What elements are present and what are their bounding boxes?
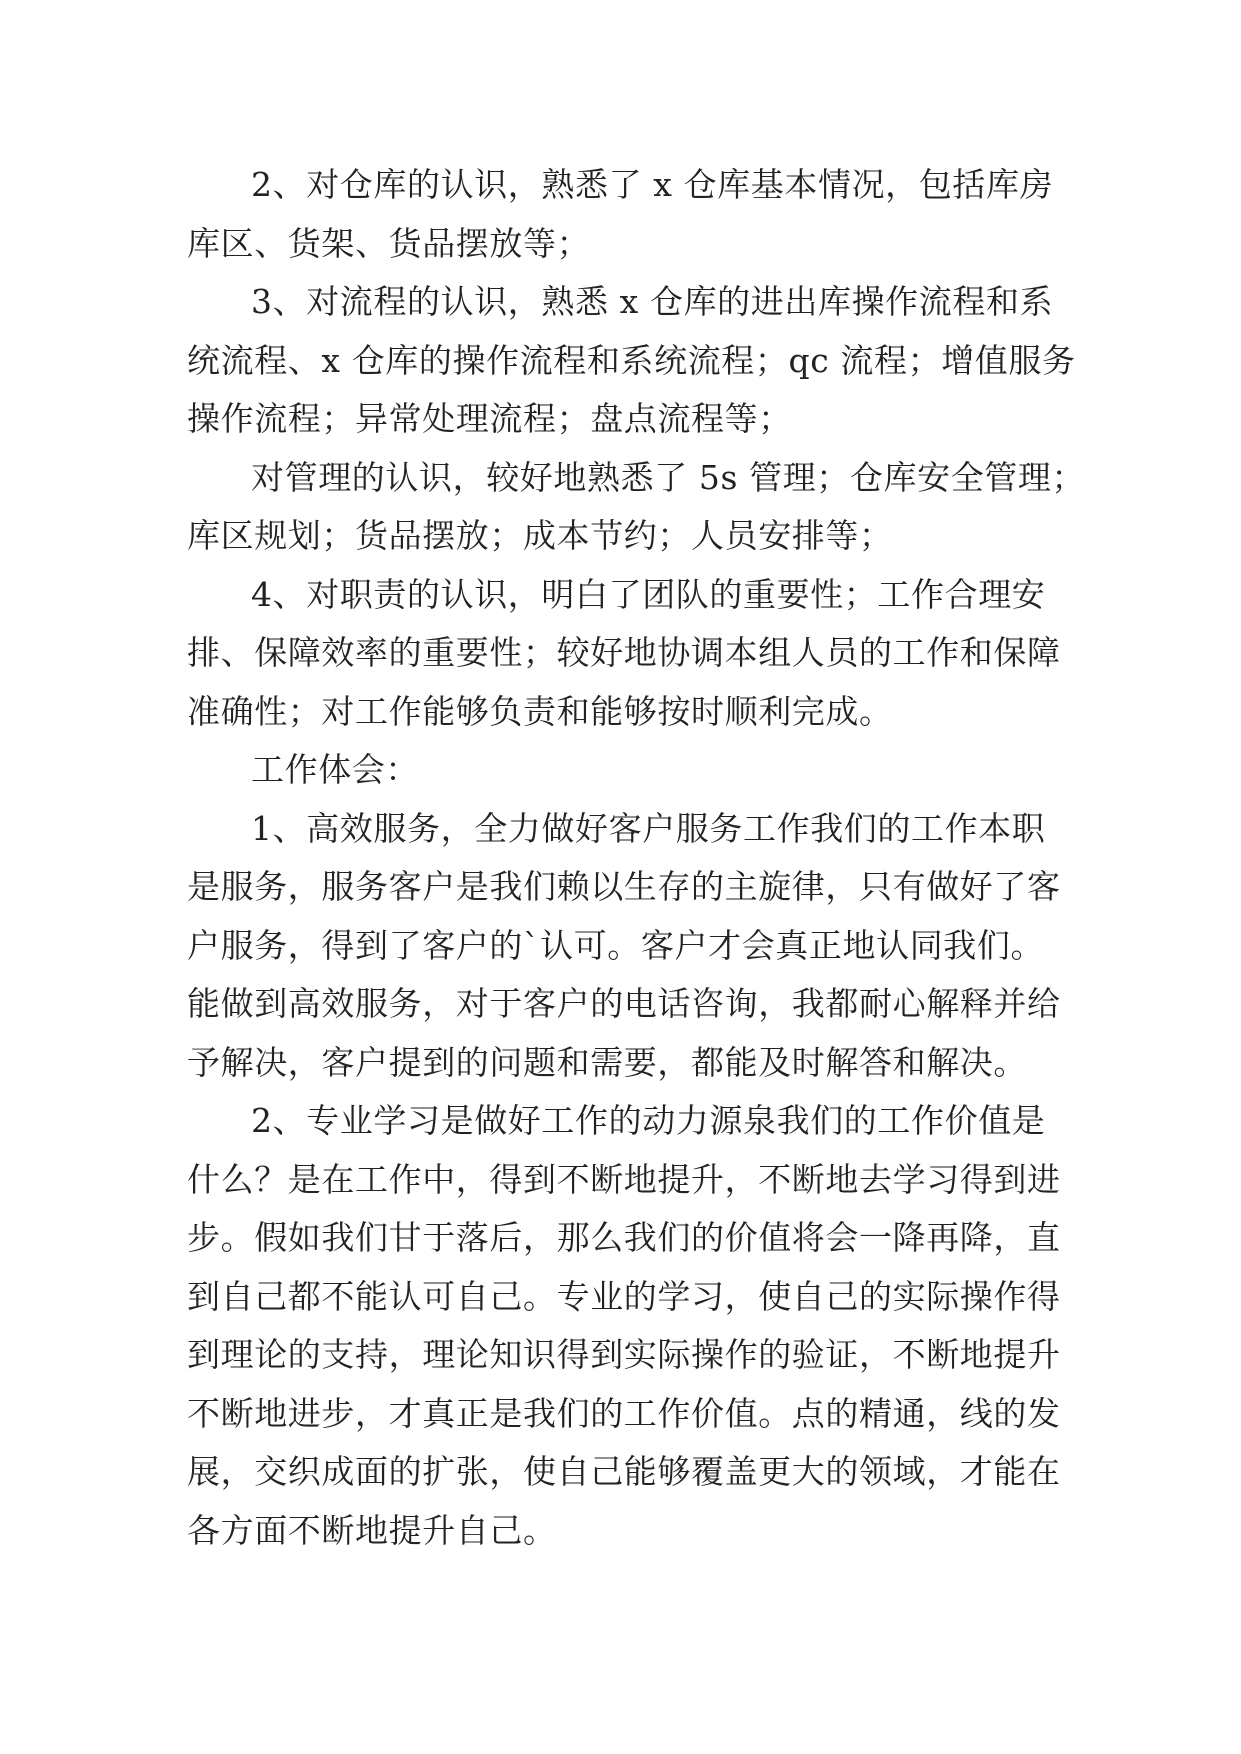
paragraph-learning-line-8: 各方面不断地提升自己。	[187, 1510, 557, 1550]
paragraph-learning-line-1: 2、专业学习是做好工作的动力源泉我们的工作价值是	[251, 1101, 1046, 1140]
paragraph-warehouse-line-2: 库区、货架、货品摆放等；	[187, 223, 591, 263]
paragraph-duty-line-3: 准确性；对工作能够负责和能够按时顺利完成。	[187, 691, 893, 731]
paragraph-duty-line-1: 4、对职责的认识，明白了团队的重要性；工作合理安	[251, 574, 1046, 614]
paragraph-process-line-1: 3、对流程的认识，熟悉 x 仓库的进出库操作流程和系	[251, 282, 1054, 321]
section-heading-work-experience: 工作体会：	[251, 750, 419, 789]
paragraph-service-line-1: 1、高效服务，全力做好客户服务工作我们的工作本职	[251, 808, 1046, 848]
paragraph-process-line-3: 操作流程；异常处理流程；盘点流程等；	[187, 399, 792, 438]
paragraph-service-line-2: 是服务，服务客户是我们赖以生存的主旋律，只有做好了客	[187, 867, 1061, 906]
paragraph-duty-line-2: 排、保障效率的重要性；较好地协调本组人员的工作和保障	[187, 633, 1061, 672]
paragraph-learning-line-6: 不断地进步，才真正是我们的工作价值。点的精通，线的发	[187, 1393, 1061, 1433]
paragraph-service-line-5: 予解决，客户提到的问题和需要，都能及时解答和解决。	[187, 1042, 1027, 1082]
paragraph-service-line-4: 能做到高效服务，对于客户的电话咨询，我都耐心解释并给	[187, 984, 1061, 1023]
paragraph-management-line-2: 库区规划；货品摆放；成本节约；人员安排等；	[187, 516, 893, 555]
paragraph-warehouse-line-1: 2、对仓库的认识，熟悉了 x 仓库基本情况，包括库房	[251, 165, 1054, 204]
paragraph-learning-line-2: 什么？是在工作中，得到不断地提升，不断地去学习得到进	[187, 1159, 1061, 1199]
paragraph-management-line-1: 对管理的认识，较好地熟悉了 5s 管理；仓库安全管理；	[251, 457, 1086, 497]
paragraph-learning-line-3: 步。假如我们甘于落后，那么我们的价值将会一降再降，直	[187, 1218, 1061, 1257]
paragraph-process-line-2: 统流程、x 仓库的操作流程和系统流程；qc 流程；增值服务	[187, 340, 1076, 380]
paragraph-learning-line-5: 到理论的支持，理论知识得到实际操作的验证，不断地提升	[187, 1335, 1061, 1374]
paragraph-service-line-3: 户服务，得到了客户的`认可。客户才会真正地认同我们。	[187, 925, 1045, 965]
paragraph-learning-line-4: 到自己都不能认可自己。专业的学习，使自己的实际操作得	[187, 1276, 1061, 1316]
paragraph-learning-line-7: 展，交织成面的扩张，使自己能够覆盖更大的领域，才能在	[187, 1452, 1061, 1491]
document-body	[187, 156, 1086, 1560]
